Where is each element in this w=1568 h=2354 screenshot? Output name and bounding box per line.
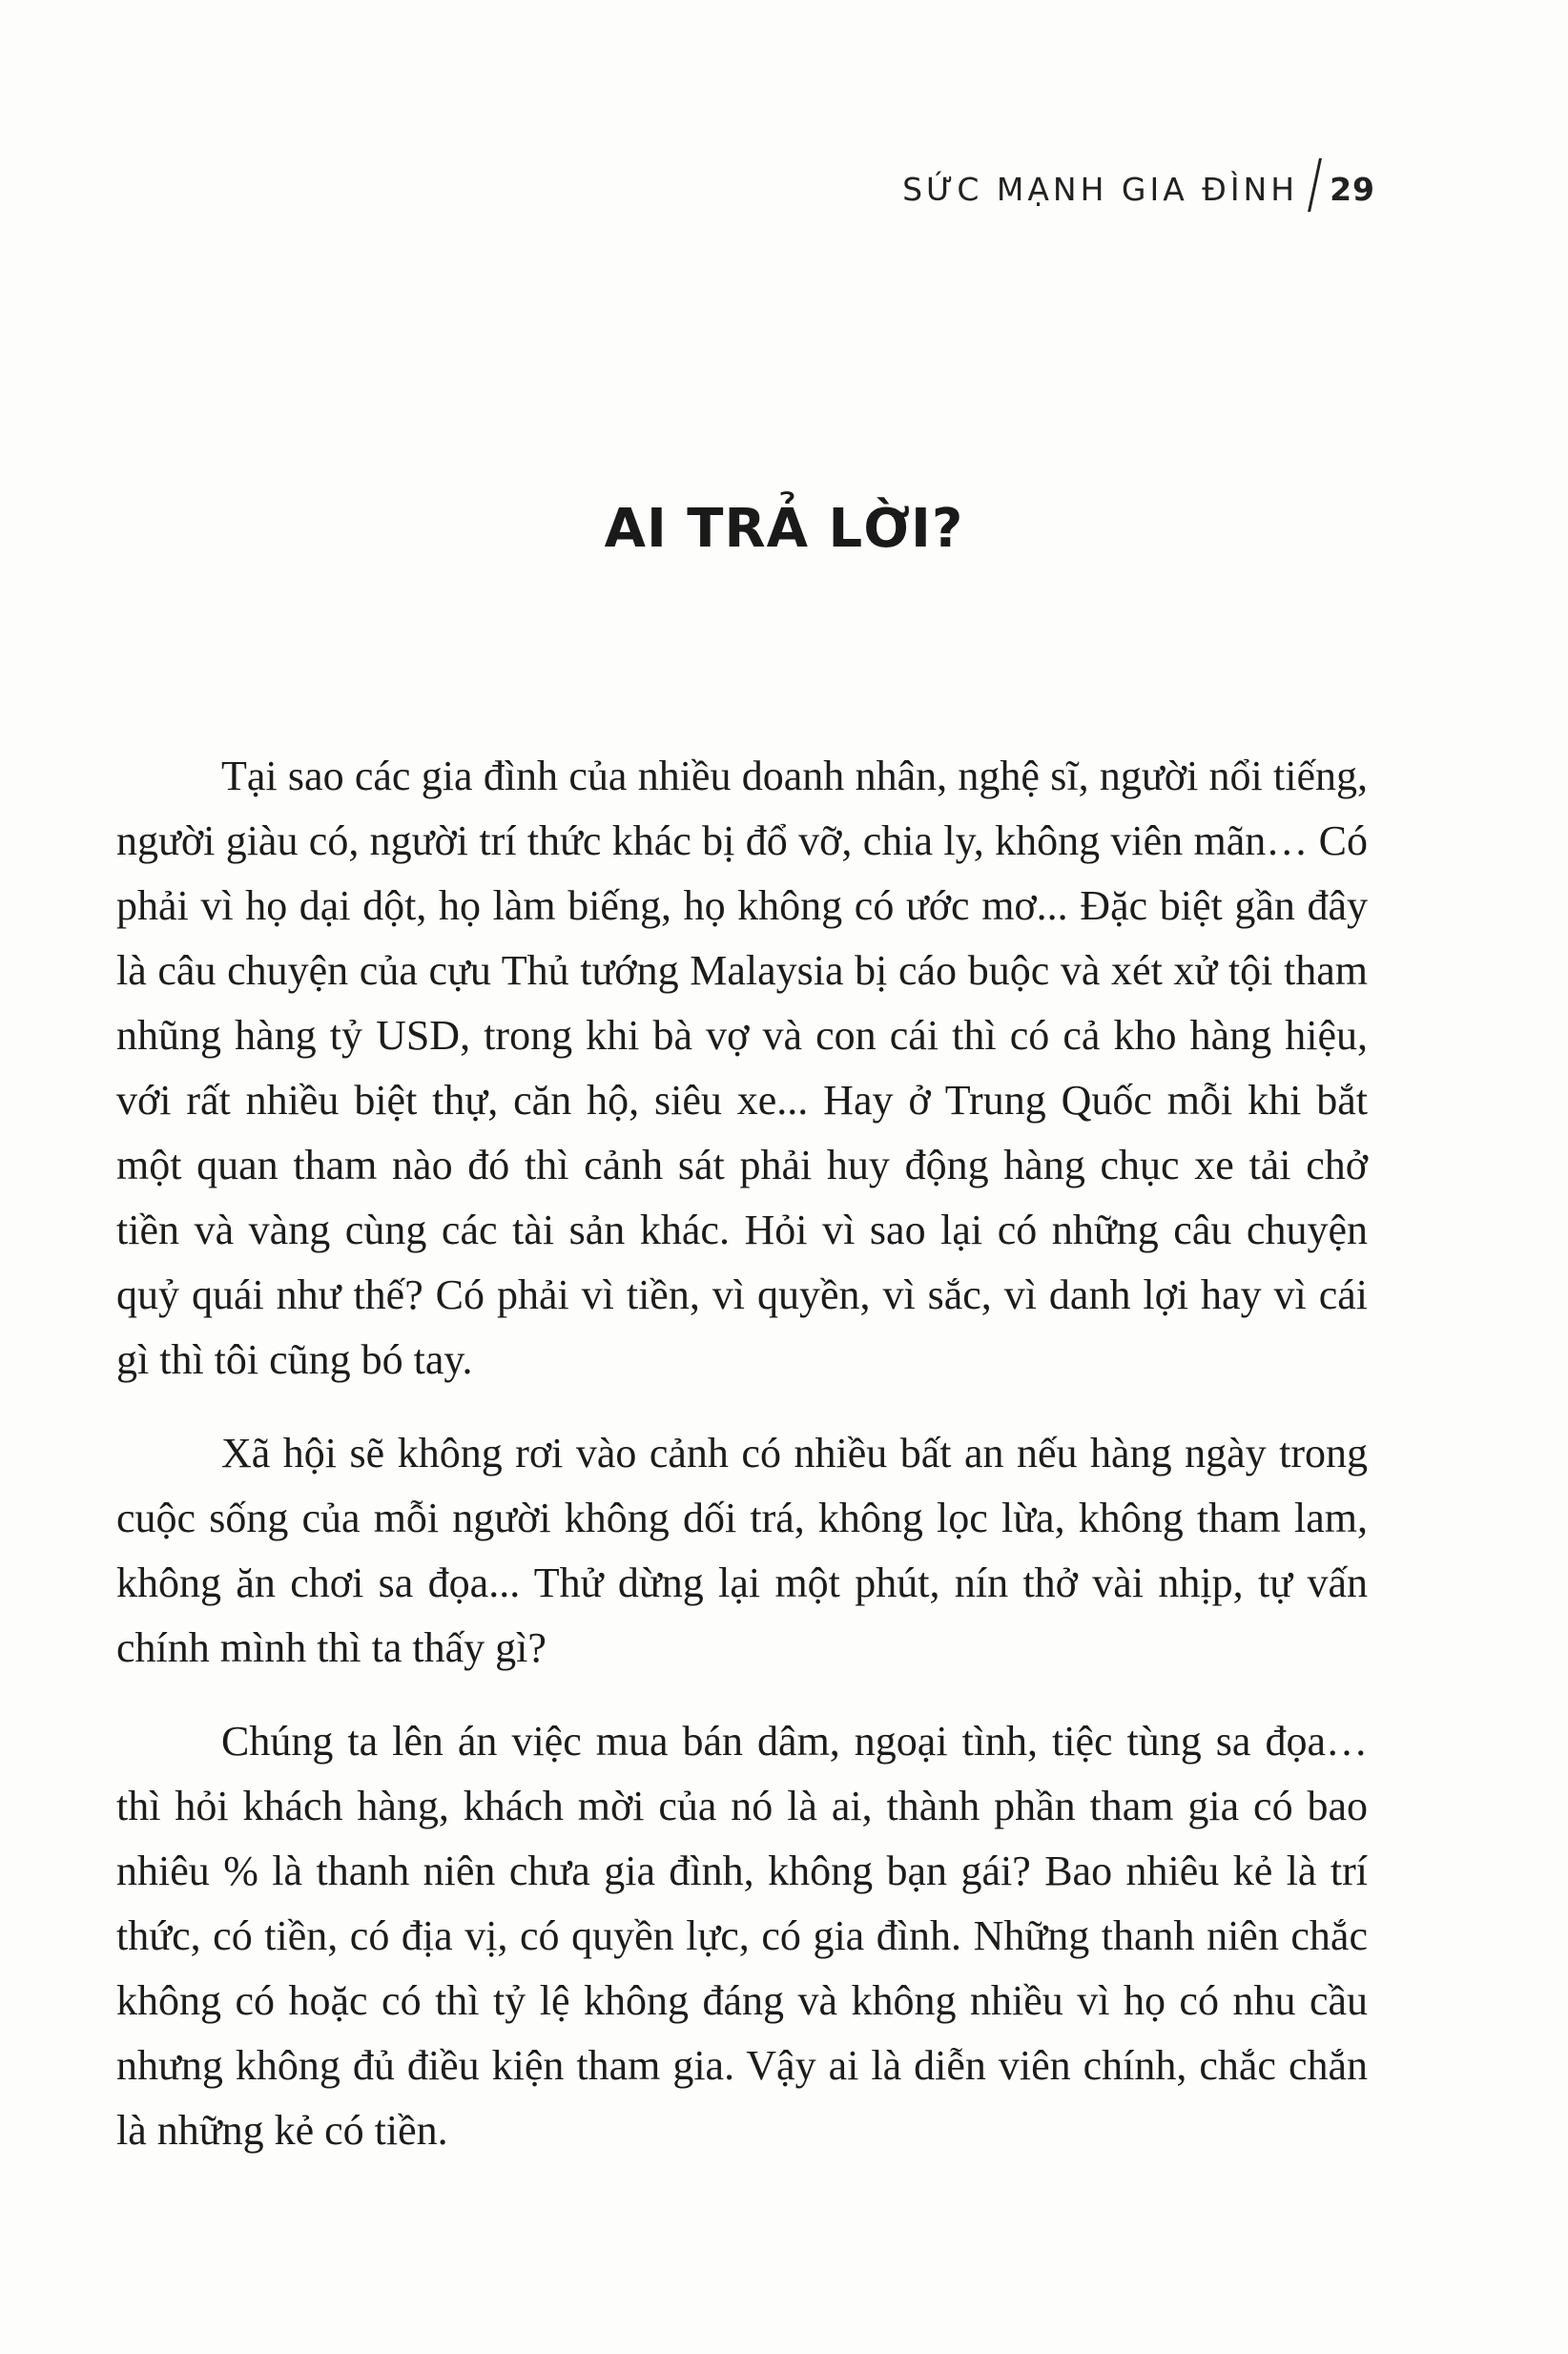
paragraph-3: Chúng ta lên án việc mua bán dâm, ngoại tình, tiệc tùng sa đọa… thì hỏi khách hàng, khách mời của nó là ai, thành phần tham gia có bao nhiêu % là thanh niên chưa gia đình, không bạn gái? Bao nhiêu kẻ là trí thức, có tiền, có địa vị, có quyền lực, có gia đình. Những thanh niên chắc không có hoặc có thì tỷ lệ không đáng và không nhiều vì họ có nhu cầu nhưng không đủ điều kiện tham gia. Vậy ai là diễn viên chính, chắc chắn là những kẻ có tiền. [116, 1718, 1368, 2154]
body-text [116, 744, 1368, 2192]
running-title: SỨC MẠNH GIA ĐÌNH [902, 170, 1299, 208]
chapter-title: AI TRẢ LỜI? [604, 498, 964, 560]
paragraph-2: Xã hội sẽ không rơi vào cảnh có nhiều bất an nếu hàng ngày trong cuộc sống của mỗi người không dối trá, không lọc lừa, không tham lam, không ăn chơi sa đọa... Thử dừng lại một phút, nín thở vài nhịp, tự vấn chính mình thì ta thấy gì? [116, 1430, 1368, 1671]
header-divider [1308, 158, 1322, 212]
paragraph-1: Tại sao các gia đình của nhiều doanh nhân, nghệ sĩ, người nổi tiếng, người giàu có, người trí thức khác bị đổ vỡ, chia ly, không viên mãn… Có phải vì họ dại dột, họ làm biếng, họ không có ước mơ... Đặc biệt gần đây là câu chuyện của cựu Thủ tướng Malaysia bị cáo buộc và xét xử tội tham nhũng hàng tỷ USD, trong khi bà vợ và con cái thì có cả kho hàng hiệu, với rất nhiều biệt thự, căn hộ, siêu xe... Hay ở Trung Quốc mỗi khi bắt một quan tham nào đó thì cảnh sát phải huy động hàng chục xe tải chở tiền và vàng cùng các tài sản khác. Hỏi vì sao lại có những câu chuyện quỷ quái như thế? Có phải vì tiền, vì quyền, vì sắc, vì danh lợi hay vì cái gì thì tôi cũng bó tay. [116, 753, 1368, 1383]
page-number: 29 [1330, 170, 1375, 208]
running-header [902, 162, 1375, 216]
